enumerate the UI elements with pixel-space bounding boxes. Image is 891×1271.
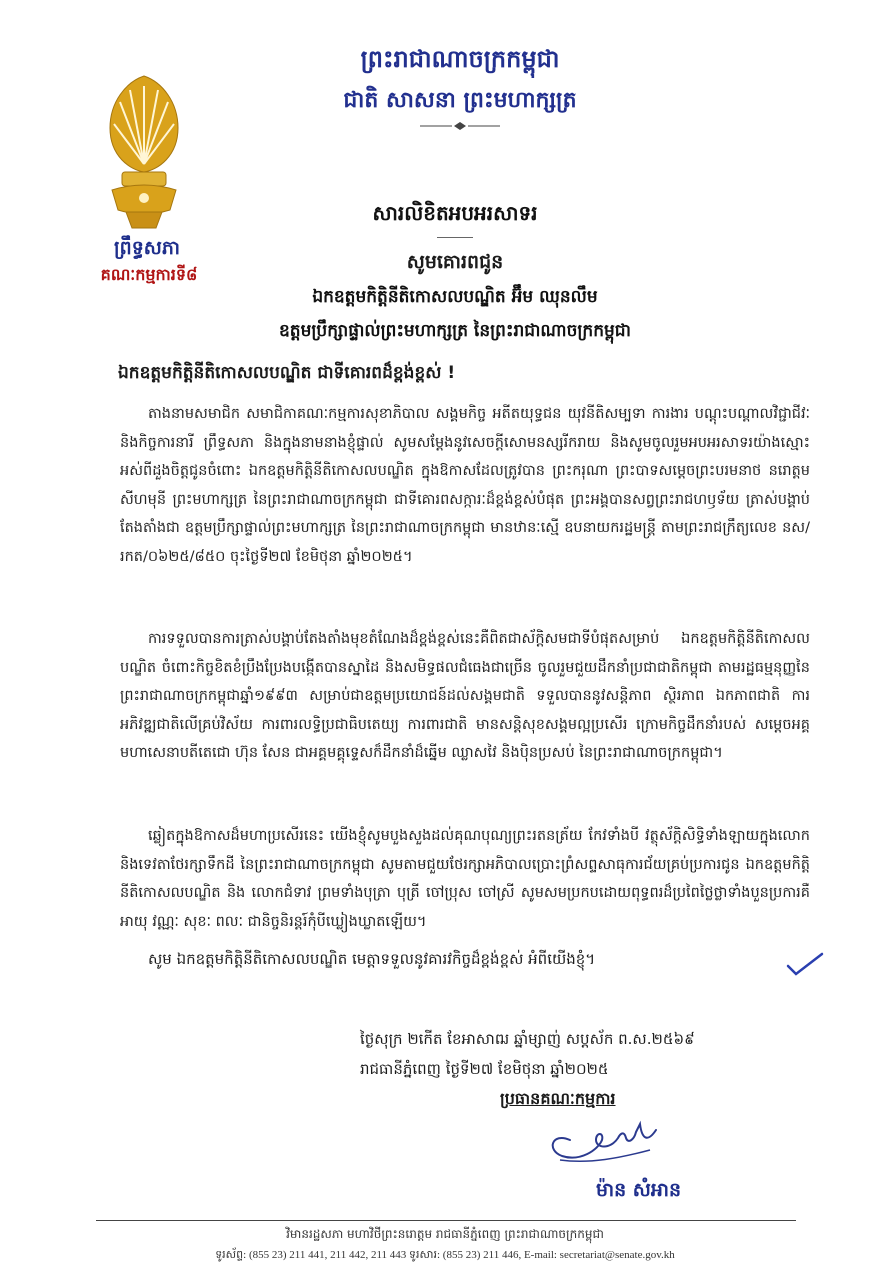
footer-address: វិមានរដ្ឋសភា មហាវិថីព្រះនរោត្តម រាជធានីភ្នំពេញ ព្រះរាជាណាចក្រកម្ពុជា [286,1227,604,1241]
institution-name: ព្រឹទ្ធសភា [114,237,180,259]
footer-contact: ទូរស័ព្ទ: (855 23) 211 441, 211 442, 211 443 ទូរសារ: (855 23) 211 446, E-mail: secretariat@senate.gov.kh [215,1249,675,1261]
commission-name: គណៈកម្មការទី៨ [100,265,198,284]
recipient-name: ឯកឧត្តមកិត្តិនីតិកោសលបណ្ឌិត អ៊ឹម ឈុនលឹម [312,287,598,307]
place-and-date: រាជធានីភ្នំពេញ ថ្ងៃទី២៧ ខែមិថុនា ឆ្នាំ២០២៥ [360,1060,609,1078]
motto-nation-religion-king: ជាតិ សាសនា ព្រះមហាក្សត្រ [343,88,577,113]
body-paragraph-3: ឆ្លៀតក្នុងឱកាសដ៏មហាប្រសើរនេះ យើងខ្ញុំសូមបួងសួងដល់គុណបុណ្យព្រះរតនត្រ័យ កែវទាំងបី វត្ថុស័ក្តិសិទ្ធិទាំងឡាយក្នុងលោក និងទេវតាថែរក្សាទឹកដី នៃព្រះរាជាណាចក្រកម្ពុជា សូមតាមជួយថែរក្សាអភិបាលប្រោះព្រំសព្ទសាធុការជ័យគ្រប់ប្រការជូន ឯកឧត្តមកិត្តិនីតិកោសលបណ្ឌិត និង លោកជំទាវ ព្រមទាំងបុត្រា បុត្រី ចៅប្រុស ចៅស្រី សូមសមប្រកបដោយពុទ្ធពរដ៏ប្រពៃថ្លៃថ្លាទាំងបួនប្រការគឺ អាយុ វណ្ណៈ សុខៈ ពលៈ ជានិច្ចនិរន្តរ៍កុំបីឃ្លៀងឃ្លាតឡើយ។ [120,828,810,930]
lunar-date: ថ្ងៃសុក្រ ២កើត ខែអាសាឍ ឆ្នាំម្សាញ់ សប្តស័ក ព.ស.២៥៦៩ [360,1030,695,1048]
handwritten-signature-icon [540,1110,670,1172]
salutation: ឯកឧត្តមកិត្តិនីតិកោសលបណ្ឌិត ជាទីគោរពដ៏ខ្ពង់ខ្ពស់ ! [118,363,456,383]
letter-title: សារលិខិតអបអរសាទរ [372,201,538,225]
closing-line: សូម ឯកឧត្តមកិត្តិនីតិកោសលបណ្ឌិត មេត្តាទទួលនូវគារវកិច្ចដ៏ខ្ពង់ខ្ពស់ អំពីយើងខ្ញុំ។ [148,950,596,968]
motto-kingdom: ព្រះរាជាណាចក្រកម្ពុជា [360,45,560,73]
footer-divider [96,1220,796,1221]
signer-title: ប្រធានគណៈកម្មការ [500,1089,616,1108]
respectfully-to: សូមគោរពជូន [406,251,504,273]
body-paragraph-2: ការទទួលបានការត្រាស់បង្គាប់តែងតាំងមុខតំណែងដ៏ខ្ពង់ខ្ពស់នេះគឺពិតជាស័ក្តិសមជាទីបំផុតសម្រាប់ ឯកឧត្តមកិត្តិនីតិកោសលបណ្ឌិត ចំពោះកិច្ចខិតខំប្រឹងប្រែងបង្កើតបានស្នាដៃ និងសមិទ្ធផលជំធេងជាច្រើន ចូលរួមជួយដឹកនាំប្រជាជាតិកម្ពុជា តាមរដ្ឋធម្មនុញ្ញនៃព្រះរាជាណាចក្រកម្ពុជាឆ្នាំ១៩៩៣ សម្រាប់ជាឧត្តមប្រយោជន៍ដល់សង្គមជាតិ ទទួលបាននូវសន្តិភាព ស្ថិរភាព ឯកភាពជាតិ ការអភិវឌ្ឍជាតិលើគ្រប់វិស័យ ការពារលទ្ធិប្រជាធិបតេយ្យ ការពារជាតិ មានសន្តិសុខសង្គមល្អប្រសើរ ក្រោមកិច្ចដឹកនាំរបស់ សម្តេចអគ្គមហាសេនាបតីតេជោ ហ៊ុន សែន ជាអគ្គមគ្គុទ្ទេសក៏ដឹកនាំដ៏ឆ្នើម ឈ្លាសវៃ និងប៉ិនប្រសប់ នៃព្រះរាជាណាចក្រកម្ពុជា។ [120,631,810,761]
checkmark-icon [786,950,824,980]
ornament-divider-icon [420,121,500,131]
body-paragraph-1: តាងនាមសមាជិក សមាជិកាគណៈកម្មការសុខាភិបាល សង្គមកិច្ច អតីតយុទ្ធជន យុវនីតិសម្បទា ការងារ បណ្តុះបណ្តាលវិជ្ជាជីវៈ និងកិច្ចការនារី ព្រឹទ្ធសភា និងក្នុងនាមនាងខ្ញុំផ្ទាល់ សូមសម្តែងនូវសេចក្តីសោមនស្សរីករាយ និងសូមចូលរួមអបអរសាទរយ៉ាងស្មោះអស់ពីដួងចិត្តជូនចំពោះ ឯកឧត្តមកិត្តិនីតិកោសលបណ្ឌិត ក្នុងឱកាសដែលត្រូវបាន ព្រះករុណា ព្រះបាទសម្តេចព្រះបរមនាថ នរោត្តម សីហមុនី ព្រះមហាក្សត្រ នៃព្រះរាជាណាចក្រកម្ពុជា ជាទីគោរពសក្ការៈដ៏ខ្ពង់ខ្ពស់បំផុត ព្រះអង្គបានសព្វព្រះរាជហឫទ័យ ត្រាស់បង្គាប់តែងតាំងជា ឧត្តមប្រឹក្សាផ្ទាល់ព្រះមហាក្សត្រ នៃព្រះរាជាណាចក្រកម្ពុជា មានឋានៈស្មើ ឧបនាយករដ្ឋមន្ត្រី តាមព្រះរាជក្រឹត្យលេខ នស/រកត/០៦២៥/៨៥០ ចុះថ្ងៃទី២៧ ខែមិថុនា ឆ្នាំ២០២៥។ [120,406,810,565]
signer-name: ម៉ាន សំអាន [596,1179,682,1201]
senate-emblem-icon [96,72,192,232]
recipient-position: ឧត្តមប្រឹក្សាផ្ទាល់ព្រះមហាក្សត្រ នៃព្រះរាជាណាចក្រកម្ពុជា [279,321,631,341]
title-divider [437,237,473,238]
